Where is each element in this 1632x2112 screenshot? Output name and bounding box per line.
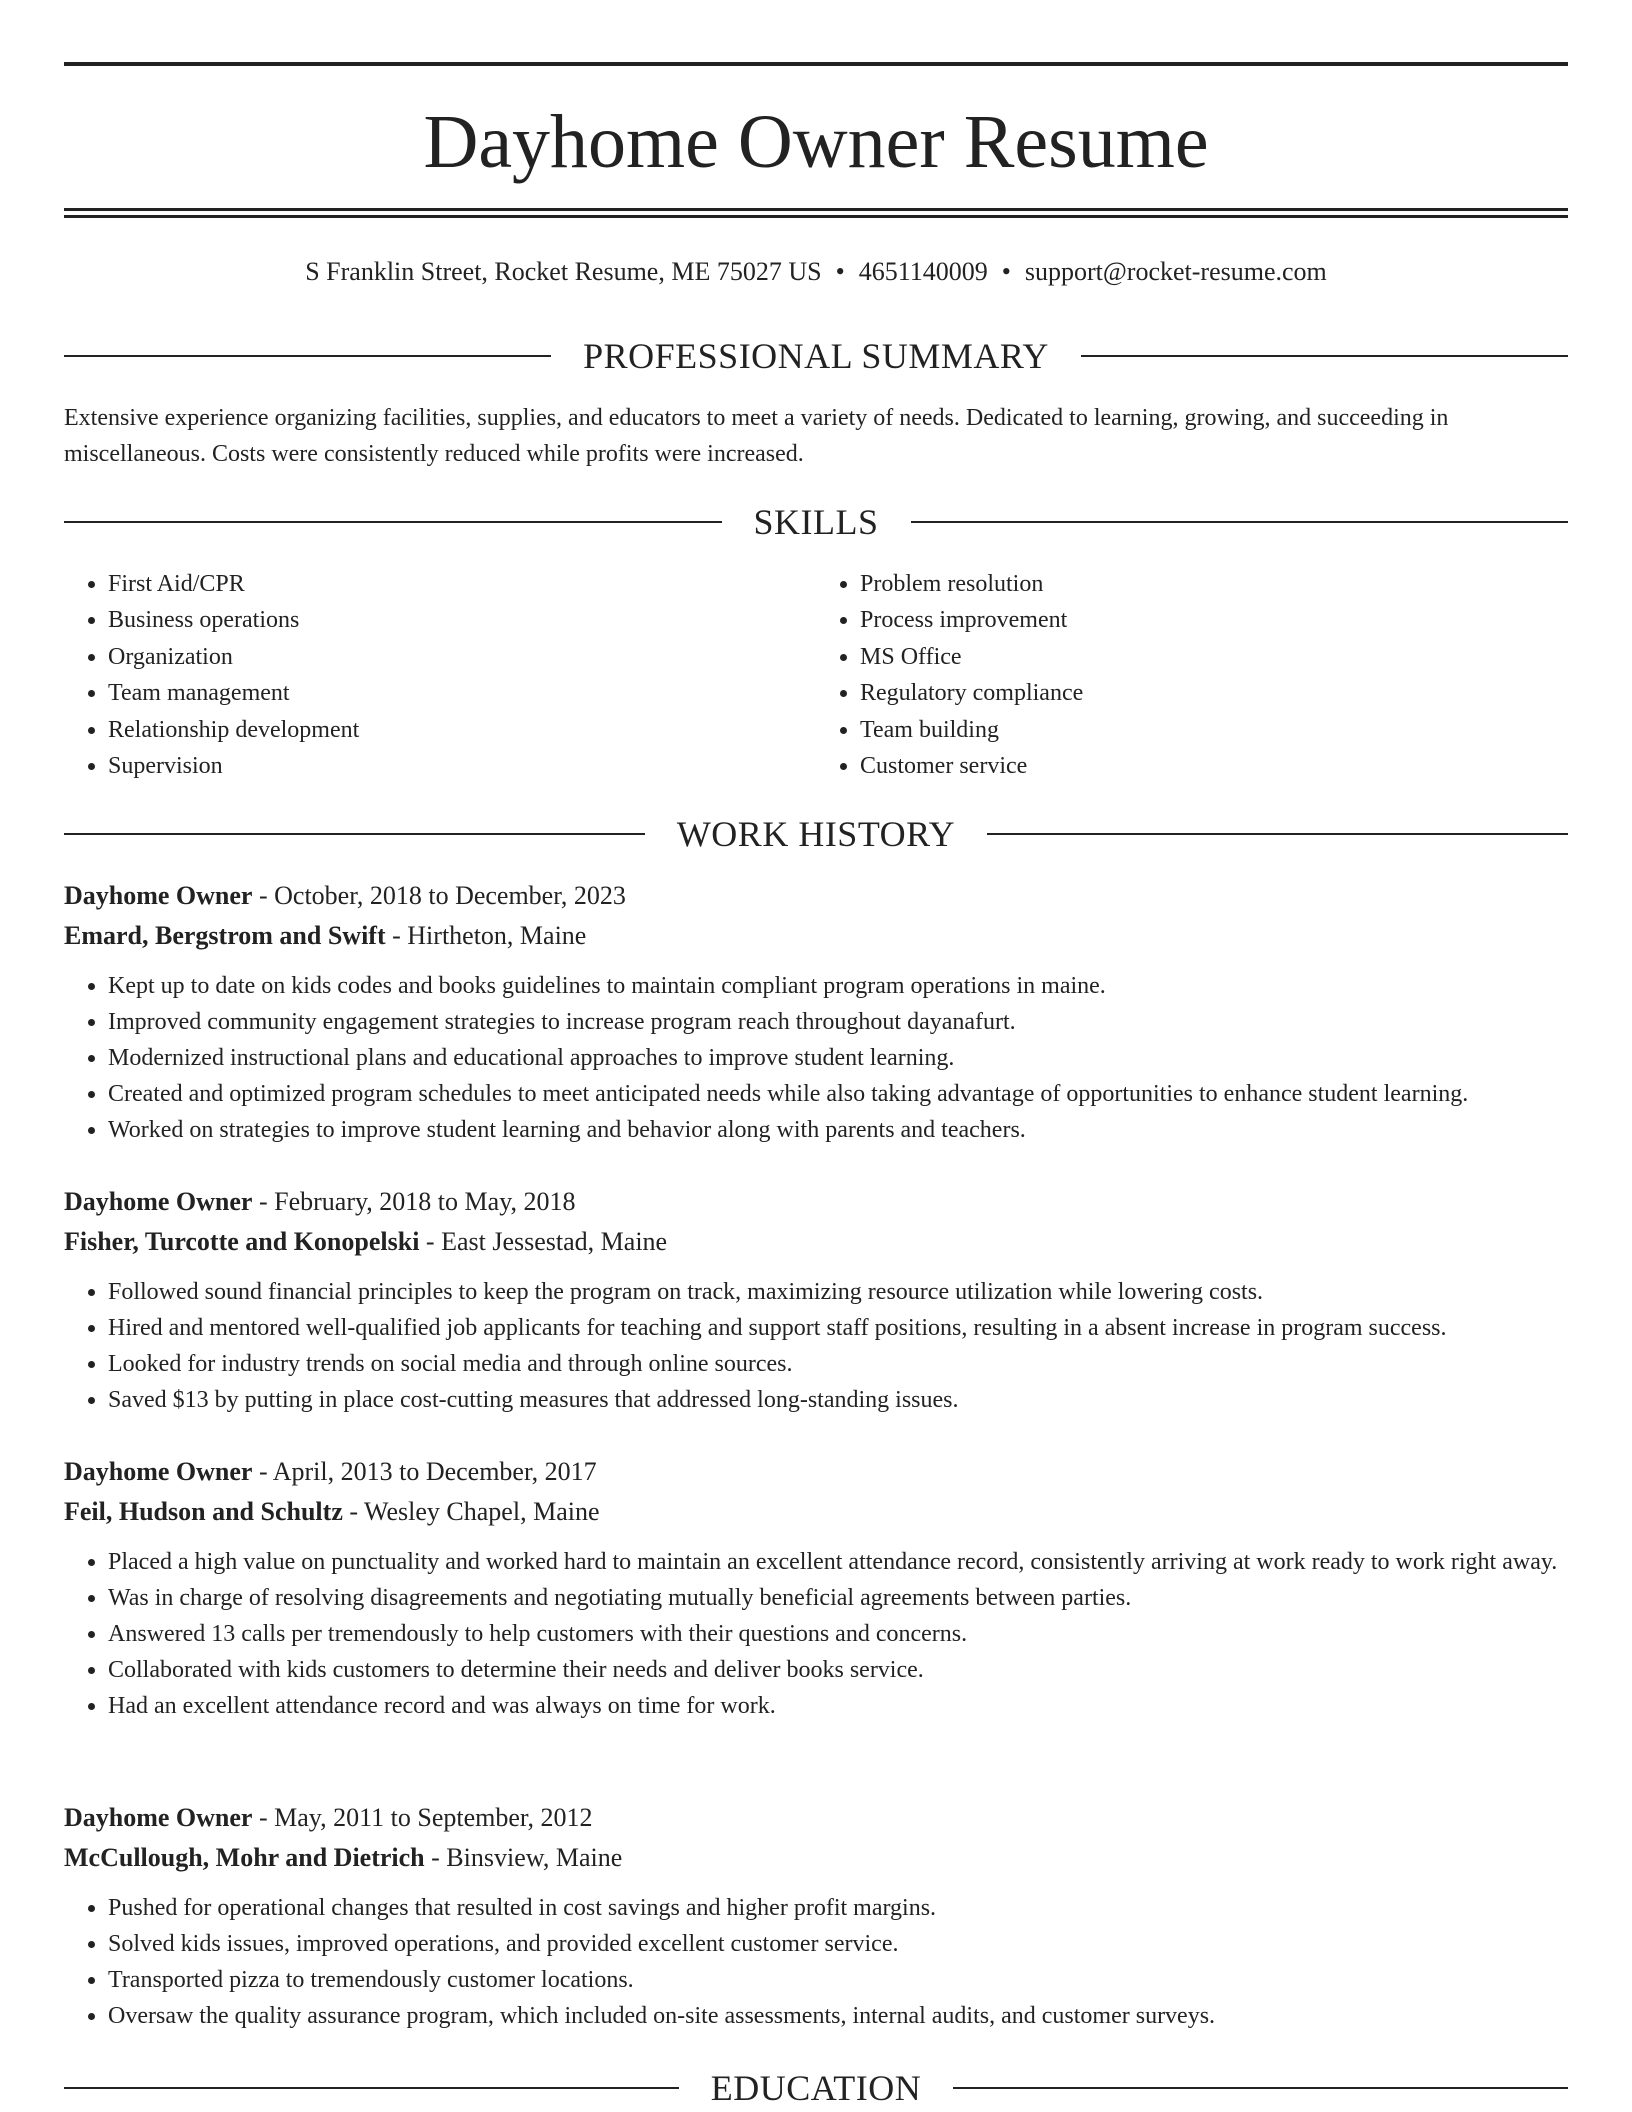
job-company-line: [64, 1492, 1568, 1532]
job-bullet: • Kept up to date on kids codes and books guidelines to maintain compliant program operations in maine.: [108, 968, 1568, 1004]
job-bullet: • Collaborated with kids customers to determine their needs and deliver books service.: [108, 1652, 1568, 1688]
contact-address: S Franklin Street, Rocket Resume, ME 75027 US: [305, 257, 822, 286]
job-entry: [64, 1182, 1568, 1418]
job-title-line: [64, 1452, 1568, 1492]
skill-item: • MS Office: [860, 639, 1568, 675]
job-bullet: • Created and optimized program schedules to meet anticipated needs while also taking advantage of opportunities to enhance student learning.: [108, 1076, 1568, 1112]
job-bullets: [64, 968, 1568, 1148]
job-company-line: [64, 1838, 1568, 1878]
contact-email: support@rocket-resume.com: [1024, 257, 1327, 286]
job-bullet: • Hired and mentored well-qualified job applicants for teaching and support staff positions, resulting in a absent increase in program success.: [108, 1310, 1568, 1346]
section-title: EDUCATION: [710, 2068, 922, 2108]
job-title: Dayhome Owner: [64, 1187, 253, 1216]
skill-item: • Team management: [108, 675, 816, 711]
job-company-line: [64, 916, 1568, 956]
contact-separator: •: [835, 257, 845, 286]
skill-item: • Organization: [108, 639, 816, 675]
job-bullet: • Pushed for operational changes that resulted in cost savings and higher profit margins.: [108, 1890, 1568, 1926]
section-title: WORK HISTORY: [676, 814, 956, 854]
section-rule: [64, 833, 645, 835]
job-dates: - April, 2013 to December, 2017: [252, 1457, 597, 1486]
job-bullet: • Followed sound financial principles to keep the program on track, maximizing resource utilization while lowering costs.: [108, 1274, 1568, 1310]
contact-separator: •: [1001, 257, 1011, 286]
section-rule: [64, 2087, 679, 2089]
job-company: Feil, Hudson and Schultz: [64, 1497, 343, 1526]
section-header-education: [64, 2066, 1568, 2110]
job-bullet: • Worked on strategies to improve student learning and behavior along with parents and teachers.: [108, 1112, 1568, 1148]
job-bullet: • Improved community engagement strategies to increase program reach throughout dayanafurt.: [108, 1004, 1568, 1040]
skill-item: • Regulatory compliance: [860, 675, 1568, 711]
skills-column-right: [816, 566, 1568, 784]
skill-item: • Business operations: [108, 602, 816, 638]
skill-item: • Supervision: [108, 748, 816, 784]
section-header-skills: [64, 500, 1568, 544]
job-bullet: • Oversaw the quality assurance program, which included on-site assessments, internal audits, and customer surveys.: [108, 1998, 1568, 2034]
job-dates: - May, 2011 to September, 2012: [252, 1803, 593, 1832]
title-double-rule: [64, 208, 1568, 218]
section-title: SKILLS: [753, 502, 879, 542]
job-bullet: • Saved $13 by putting in place cost-cutting measures that addressed long-standing issues.: [108, 1382, 1568, 1418]
contact-phone: 4651140009: [858, 257, 988, 286]
job-entry: [64, 876, 1568, 1148]
skill-item: • Relationship development: [108, 712, 816, 748]
job-bullet: • Had an excellent attendance record and was always on time for work.: [108, 1688, 1568, 1724]
skill-item: • Problem resolution: [860, 566, 1568, 602]
section-rule: [911, 521, 1569, 523]
job-title: Dayhome Owner: [64, 1803, 253, 1832]
section-rule: [1081, 355, 1568, 357]
job-title-line: [64, 1182, 1568, 1222]
job-company: Fisher, Turcotte and Konopelski: [64, 1227, 420, 1256]
section-header-summary: [64, 334, 1568, 378]
job-bullet: • Was in charge of resolving disagreements and negotiating mutually beneficial agreements between parties.: [108, 1580, 1568, 1616]
job-dates: - October, 2018 to December, 2023: [252, 881, 626, 910]
summary-text: Extensive experience organizing facilities, supplies, and educators to meet a variety of needs. Dedicated to learning, growing, and succeeding in miscellaneous. Costs were consistently reduced while profits were increased.: [64, 405, 1449, 467]
section-rule: [64, 355, 551, 357]
section-rule: [953, 2087, 1568, 2089]
section-rule: [64, 521, 722, 523]
job-title-line: [64, 876, 1568, 916]
top-rule: [64, 62, 1568, 66]
skill-item: • Team building: [860, 712, 1568, 748]
section-title: PROFESSIONAL SUMMARY: [583, 336, 1049, 376]
job-bullet: • Transported pizza to tremendously customer locations.: [108, 1962, 1568, 1998]
job-company: McCullough, Mohr and Dietrich: [64, 1843, 425, 1872]
job-location: - Wesley Chapel, Maine: [342, 1497, 600, 1526]
section-rule: [987, 833, 1568, 835]
skills-grid: [64, 566, 1568, 784]
job-bullet: • Placed a high value on punctuality and worked hard to maintain an excellent attendance record, consistently arriving at work ready to work right away.: [108, 1544, 1568, 1580]
job-location: - Binsview, Maine: [424, 1843, 623, 1872]
job-bullet: • Modernized instructional plans and educational approaches to improve student learning.: [108, 1040, 1568, 1076]
skill-item: • Customer service: [860, 748, 1568, 784]
job-location: - East Jessestad, Maine: [419, 1227, 668, 1256]
skill-item: • First Aid/CPR: [108, 566, 816, 602]
job-bullets: [64, 1890, 1568, 2034]
skills-column-left: [64, 566, 816, 784]
contact-line: [64, 254, 1568, 290]
resume-title: Dayhome Owner Resume: [423, 100, 1209, 184]
job-title: Dayhome Owner: [64, 881, 253, 910]
job-entry: [64, 1798, 1568, 2034]
job-company-line: [64, 1222, 1568, 1262]
job-bullets: [64, 1544, 1568, 1724]
job-location: - Hirtheton, Maine: [385, 921, 587, 950]
job-title: Dayhome Owner: [64, 1457, 253, 1486]
job-title-line: [64, 1798, 1568, 1838]
job-dates: - February, 2018 to May, 2018: [252, 1187, 576, 1216]
job-bullet: • Looked for industry trends on social media and through online sources.: [108, 1346, 1568, 1382]
job-bullet: • Solved kids issues, improved operations, and provided excellent customer service.: [108, 1926, 1568, 1962]
job-entry: [64, 1452, 1568, 1724]
section-header-work-history: [64, 812, 1568, 856]
skill-item: • Process improvement: [860, 602, 1568, 638]
job-company: Emard, Bergstrom and Swift: [64, 921, 386, 950]
job-bullets: [64, 1274, 1568, 1418]
job-bullet: • Answered 13 calls per tremendously to help customers with their questions and concerns.: [108, 1616, 1568, 1652]
